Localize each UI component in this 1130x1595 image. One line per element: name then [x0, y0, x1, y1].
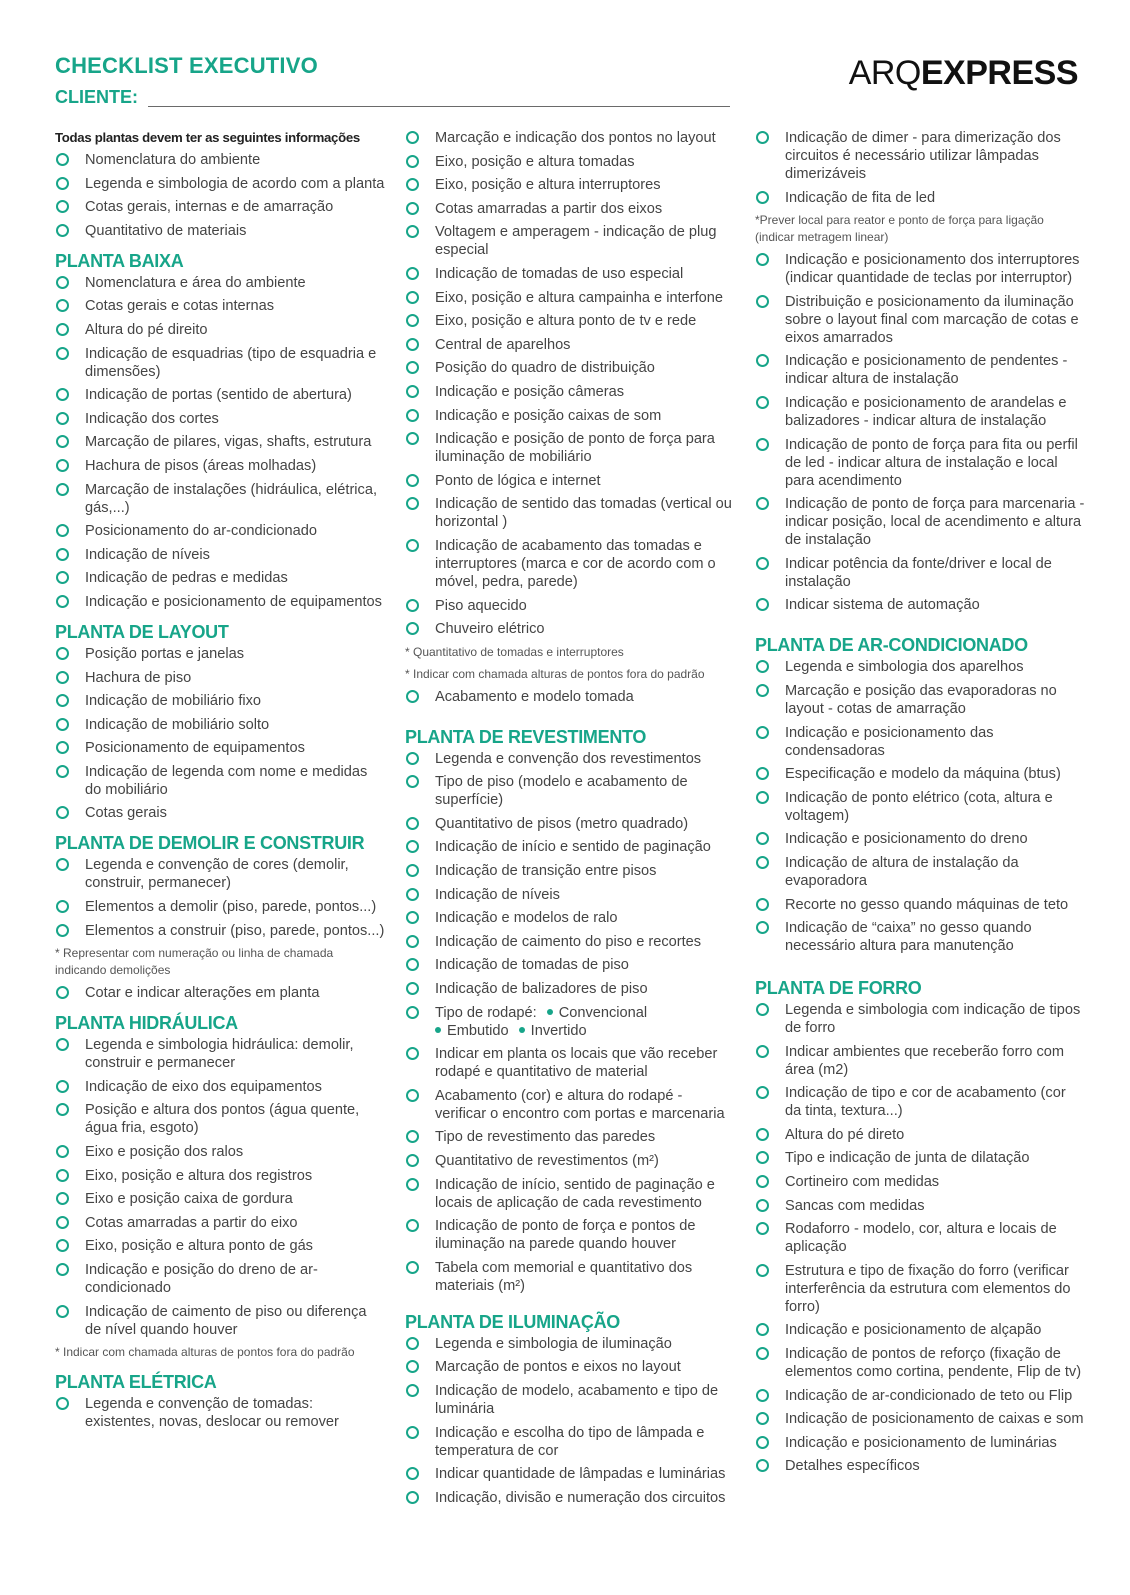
checklist-item[interactable]: Indicar sistema de automação [755, 596, 1085, 614]
checklist-item[interactable]: Indicação, divisão e numeração dos circuitos [405, 1489, 735, 1507]
checklist-item[interactable]: Cotas gerais [55, 804, 385, 822]
checklist-item[interactable]: Legenda e simbologia hidráulica: demolir, construir e permanecer [55, 1036, 385, 1072]
checklist-item[interactable]: Indicação de níveis [405, 886, 735, 904]
checklist-item[interactable]: Altura do pé direito [55, 321, 385, 339]
section-title: PLANTA ELÉTRICA [55, 1372, 217, 1393]
checklist-item[interactable]: Posicionamento do ar-condicionado [55, 522, 385, 540]
checklist-item[interactable]: Indicação e escolha do tipo de lâmpada e temperatura de cor [405, 1424, 735, 1460]
checklist-item[interactable]: Piso aquecido [405, 597, 735, 615]
checklist-item[interactable]: Quantitativo de materiais [55, 222, 385, 240]
rodape-option: Invertido [530, 1022, 587, 1039]
checklist-item[interactable]: Indicação de esquadrias (tipo de esquadria e dimensões) [55, 345, 385, 381]
checklist-item[interactable]: Indicação e posição câmeras [405, 383, 735, 401]
checklist-item[interactable]: Indicação e posição caixas de som [405, 407, 735, 425]
checklist-item[interactable]: Elementos a demolir (piso, parede, pontos...) [55, 898, 385, 916]
checklist-item[interactable]: Indicação de tomadas de uso especial [405, 265, 735, 283]
checklist-item[interactable]: Indicação de tomadas de piso [405, 956, 735, 974]
checklist-item[interactable]: Cotas amarradas a partir dos eixos [405, 200, 735, 218]
section-title: PLANTA BAIXA [55, 250, 184, 271]
checklist-item[interactable]: Indicação de ponto de força e pontos de iluminação na parede quando houver [405, 1217, 735, 1253]
checklist-item[interactable]: Indicação de balizadores de piso [405, 980, 735, 998]
checklist-item[interactable]: Acabamento (cor) e altura do rodapé - verificar o encontro com portas e marcenaria [405, 1087, 735, 1123]
checklist-item[interactable]: Legenda e simbologia de iluminação [405, 1335, 735, 1353]
checklist-item[interactable]: Voltagem e amperagem - indicação de plug especial [405, 223, 735, 259]
section-planta-demolir [55, 834, 385, 1002]
checklist-item[interactable]: Eixo, posição e altura ponto de gás [55, 1237, 385, 1255]
checklist-item[interactable]: Indicação e posição de ponto de força para iluminação de mobiliário [405, 430, 735, 466]
checklist-item[interactable]: Sancas com medidas [755, 1197, 1085, 1215]
checklist-item[interactable]: Legenda e simbologia de acordo com a planta [55, 175, 385, 193]
general-list [55, 151, 385, 240]
checklist-item[interactable]: Legenda e simbologia dos aparelhos [755, 658, 1085, 676]
checklist-item[interactable]: Indicação de ponto de força para fita ou perfil de led - indicar altura de instalação e local para acendimento [755, 436, 1085, 490]
arqexpress-logo [849, 54, 1078, 93]
checklist-item[interactable]: Posição do quadro de distribuição [405, 359, 735, 377]
checklist-item[interactable]: Indicação de legenda com nome e medidas do mobiliário [55, 763, 385, 799]
checklist-item[interactable]: Legenda e convenção de tomadas: existentes, novas, deslocar ou remover [55, 1395, 385, 1431]
section-planta-layout [55, 623, 385, 823]
section-title: PLANTA HIDRÁULICA [55, 1013, 238, 1034]
checklist-item[interactable]: Indicação e posicionamento de luminárias [755, 1434, 1085, 1452]
checklist-item[interactable]: Elementos a construir (piso, parede, pontos...) [55, 922, 385, 940]
checklist-item[interactable]: Cotas gerais, internas e de amarração [55, 198, 385, 216]
section-planta-eletrica [55, 1373, 385, 1431]
checklist-item[interactable]: Distribuição e posicionamento da iluminação sobre o layout final com marcação de cotas e eixos amarrados [755, 293, 1085, 347]
checklist-item[interactable]: Indicação de fita de led [755, 189, 1085, 207]
checklist-item[interactable]: Eixo, posição e altura dos registros [55, 1167, 385, 1185]
checklist-item[interactable]: Marcação de pontos e eixos no layout [405, 1358, 735, 1376]
checklist-item-rodape[interactable] [405, 1004, 735, 1040]
checklist-item[interactable]: Eixo, posição e altura campainha e interfone [405, 289, 735, 307]
checklist-item[interactable]: Indicação de tipo e cor de acabamento (cor da tinta, textura...) [755, 1084, 1085, 1120]
intro-text: Todas plantas devem ter as seguintes informações [55, 130, 360, 145]
checklist-item[interactable]: Eixo e posição caixa de gordura [55, 1190, 385, 1208]
checklist-item[interactable]: Indicação e posicionamento de arandelas e balizadores - indicar altura de instalação [755, 394, 1085, 430]
column-2 [405, 129, 735, 1519]
checklist-item[interactable]: Indicação de altura de instalação da evaporadora [755, 854, 1085, 890]
checklist-item[interactable]: Cotas gerais e cotas internas [55, 297, 385, 315]
client-label: CLIENTE: [55, 87, 138, 107]
section-title: PLANTA DE DEMOLIR E CONSTRUIR [55, 833, 365, 854]
checklist-item[interactable]: Indicação de portas (sentido de abertura) [55, 386, 385, 404]
checklist-item[interactable]: Quantitativo de revestimentos (m²) [405, 1152, 735, 1170]
checklist-item[interactable]: Estrutura e tipo de fixação do forro (verificar interferência da estrutura com elementos do forro) [755, 1262, 1085, 1316]
checklist-item[interactable]: Indicação de pontos de reforço (fixação de elementos como cortina, pendente, Flip de tv) [755, 1345, 1085, 1381]
note: * Quantitativo de tomadas e interruptores [405, 644, 624, 659]
checklist-item[interactable]: Indicação e posicionamento de alçapão [755, 1321, 1085, 1339]
checklist-item[interactable]: Indicação e posicionamento de equipamentos [55, 593, 385, 611]
note: * Indicar com chamada alturas de pontos fora do padrão [55, 1345, 355, 1360]
checklist-item[interactable]: Nomenclatura do ambiente [55, 151, 385, 169]
checklist-item[interactable]: Central de aparelhos [405, 336, 735, 354]
checklist-item[interactable]: Posicionamento de equipamentos [55, 739, 385, 757]
checklist-item[interactable]: Especificação e modelo da máquina (btus) [755, 765, 1085, 783]
checklist-item[interactable]: Indicar potência da fonte/driver e local de instalação [755, 555, 1085, 591]
logo-bold: EXPRESS [920, 54, 1078, 92]
column-1 [55, 129, 385, 1443]
checklist-item[interactable]: Detalhes específicos [755, 1457, 1085, 1475]
checklist-item[interactable]: Quantitativo de pisos (metro quadrado) [405, 815, 735, 833]
checklist-item[interactable]: Tabela com memorial e quantitativo dos materiais (m²) [405, 1259, 735, 1295]
checklist-item[interactable]: Recorte no gesso quando máquinas de teto [755, 896, 1085, 914]
section-title: PLANTA DE AR-CONDICIONADO [755, 635, 1028, 656]
checklist-item[interactable]: Legenda e simbologia com indicação de tipos de forro [755, 1001, 1085, 1037]
checklist-item[interactable]: Indicação e posicionamento do dreno [755, 830, 1085, 848]
checklist-item[interactable]: Indicação de ar-condicionado de teto ou Flip [755, 1387, 1085, 1405]
rodape-option: Embutido [447, 1022, 509, 1039]
section-title: PLANTA DE ILUMINAÇÃO [405, 1311, 620, 1332]
client-line [148, 106, 730, 107]
note: *Prever local para reator e ponto de força para ligação (indicar metragem linear) [755, 213, 1044, 245]
checklist-item[interactable]: Tipo de revestimento das paredes [405, 1128, 735, 1146]
checklist-item[interactable]: Posição portas e janelas [55, 645, 385, 663]
bullet-dot [435, 1027, 441, 1033]
checklist-item[interactable]: Eixo e posição dos ralos [55, 1143, 385, 1161]
checklist-item[interactable]: Indicar em planta os locais que vão receber rodapé e quantitativo de material [405, 1045, 735, 1081]
checklist-item[interactable]: Chuveiro elétrico [405, 620, 735, 638]
checklist-item[interactable]: Indicação de sentido das tomadas (vertical ou horizontal ) [405, 495, 735, 531]
section-planta-eletrica-cont [405, 129, 735, 706]
checklist-item[interactable]: Ponto de lógica e internet [405, 472, 735, 490]
rodape-label: Tipo de rodapé: [435, 1004, 537, 1021]
checklist-item[interactable]: Posição e altura dos pontos (água quente, água fria, esgoto) [55, 1101, 385, 1137]
page-title: CHECKLIST EXECUTIVO [55, 53, 318, 78]
section-planta-forro [755, 979, 1085, 1475]
checklist-item[interactable]: Tipo e indicação de junta de dilatação [755, 1149, 1085, 1167]
bullet-dot [547, 1009, 553, 1015]
checklist-item[interactable]: Indicação e posicionamento de pendentes - indicar altura de instalação [755, 352, 1085, 388]
checklist-item[interactable]: Marcação de pilares, vigas, shafts, estrutura [55, 433, 385, 451]
checklist-item[interactable]: Acabamento e modelo tomada [405, 688, 735, 706]
checklist-item[interactable]: Indicação e posicionamento das condensadoras [755, 724, 1085, 760]
checklist-item[interactable]: Marcação e indicação dos pontos no layout [405, 129, 735, 147]
logo-light: ARQ [848, 54, 921, 92]
checklist-item[interactable]: Hachura de piso [55, 669, 385, 687]
checklist-item[interactable]: Cotas amarradas a partir do eixo [55, 1214, 385, 1232]
checklist-item[interactable]: Indicação de pedras e medidas [55, 569, 385, 587]
checklist-item[interactable]: Cortineiro com medidas [755, 1173, 1085, 1191]
checklist-item[interactable]: Indicação de dimer - para dimerização dos circuitos é necessário utilizar lâmpadas dimerizáveis [755, 129, 1085, 183]
note: * Indicar com chamada alturas de pontos fora do padrão [405, 666, 705, 681]
checklist-item[interactable]: Legenda e convenção dos revestimentos [405, 750, 735, 768]
section-planta-iluminacao [405, 1313, 735, 1507]
checklist-item[interactable]: Indicação e posição do dreno de ar-condicionado [55, 1261, 385, 1297]
checklist-item[interactable]: Indicação de mobiliário solto [55, 716, 385, 734]
checklist-item[interactable]: Indicação e modelos de ralo [405, 909, 735, 927]
checklist-item[interactable]: Indicação de eixo dos equipamentos [55, 1078, 385, 1096]
checklist-item[interactable]: Indicação e posicionamento dos interruptores (indicar quantidade de teclas por interruptor) [755, 251, 1085, 287]
checklist-item[interactable]: Eixo, posição e altura interruptores [405, 176, 735, 194]
checklist-item[interactable]: Hachura de pisos (áreas molhadas) [55, 457, 385, 475]
checklist-item[interactable]: Indicação de transição entre pisos [405, 862, 735, 880]
rodape-option: Convencional [558, 1004, 648, 1021]
checklist-item[interactable]: Indicação de caimento de piso ou diferença de nível quando houver [55, 1303, 385, 1339]
checklist-item[interactable]: Indicação de “caixa” no gesso quando necessário altura para manutenção [755, 919, 1085, 955]
checklist-item[interactable]: Indicação de caimento do piso e recortes [405, 933, 735, 951]
section-planta-iluminacao-cont [755, 129, 1085, 614]
section-title: PLANTA DE FORRO [755, 978, 922, 999]
checklist-item[interactable]: Indicação de ponto elétrico (cota, altura e voltagem) [755, 789, 1085, 825]
note: * Representar com numeração ou linha de chamada indicando demolições [55, 946, 334, 978]
checklist-item[interactable]: Indicação de níveis [55, 546, 385, 564]
checklist-item[interactable]: Altura do pé direto [755, 1126, 1085, 1144]
checklist-item[interactable]: Indicação dos cortes [55, 410, 385, 428]
checklist-item[interactable]: Eixo, posição e altura tomadas [405, 153, 735, 171]
checklist-item[interactable]: Indicação de início, sentido de paginação e locais de aplicação de cada revestimento [405, 1176, 735, 1212]
bullet-dot [519, 1027, 525, 1033]
checklist-item[interactable]: Marcação de instalações (hidráulica, elétrica, gás,...) [55, 481, 385, 517]
checklist-item[interactable]: Legenda e convenção de cores (demolir, construir, permanecer) [55, 856, 385, 892]
checklist-item[interactable]: Cotar e indicar alterações em planta [55, 984, 385, 1002]
checklist-item[interactable]: Indicação de acabamento das tomadas e interruptores (marca e cor de acordo com o móvel, pedra, parede) [405, 537, 735, 591]
column-3 [755, 129, 1085, 1487]
checklist-item[interactable]: Nomenclatura e área do ambiente [55, 274, 385, 292]
checklist-item[interactable]: Indicação de mobiliário fixo [55, 692, 385, 710]
checklist-item[interactable]: Tipo de piso (modelo e acabamento de superfície) [405, 773, 735, 809]
checklist-item[interactable]: Indicação de ponto de força para marcenaria - indicar posição, local de acendimento e altura de instalação [755, 495, 1085, 549]
section-planta-ar [755, 636, 1085, 955]
checklist-item[interactable]: Indicar quantidade de lâmpadas e luminárias [405, 1465, 735, 1483]
checklist-item[interactable]: Indicar ambientes que receberão forro com área (m2) [755, 1043, 1085, 1079]
checklist-item[interactable]: Indicação de modelo, acabamento e tipo de luminária [405, 1382, 735, 1418]
checklist-item[interactable]: Indicação de início e sentido de paginação [405, 838, 735, 856]
checklist-item[interactable]: Eixo, posição e altura ponto de tv e rede [405, 312, 735, 330]
checklist-item[interactable]: Marcação e posição das evaporadoras no layout - cotas de amarração [755, 682, 1085, 718]
section-planta-hidraulica [55, 1014, 385, 1361]
section-title: PLANTA DE LAYOUT [55, 621, 229, 642]
section-planta-revestimento [405, 728, 735, 1295]
checklist-item[interactable]: Rodaforro - modelo, cor, altura e locais de aplicação [755, 1220, 1085, 1256]
section-planta-baixa [55, 252, 385, 611]
section-title: PLANTA DE REVESTIMENTO [405, 726, 647, 747]
checklist-item[interactable]: Indicação de posicionamento de caixas e som [755, 1410, 1085, 1428]
